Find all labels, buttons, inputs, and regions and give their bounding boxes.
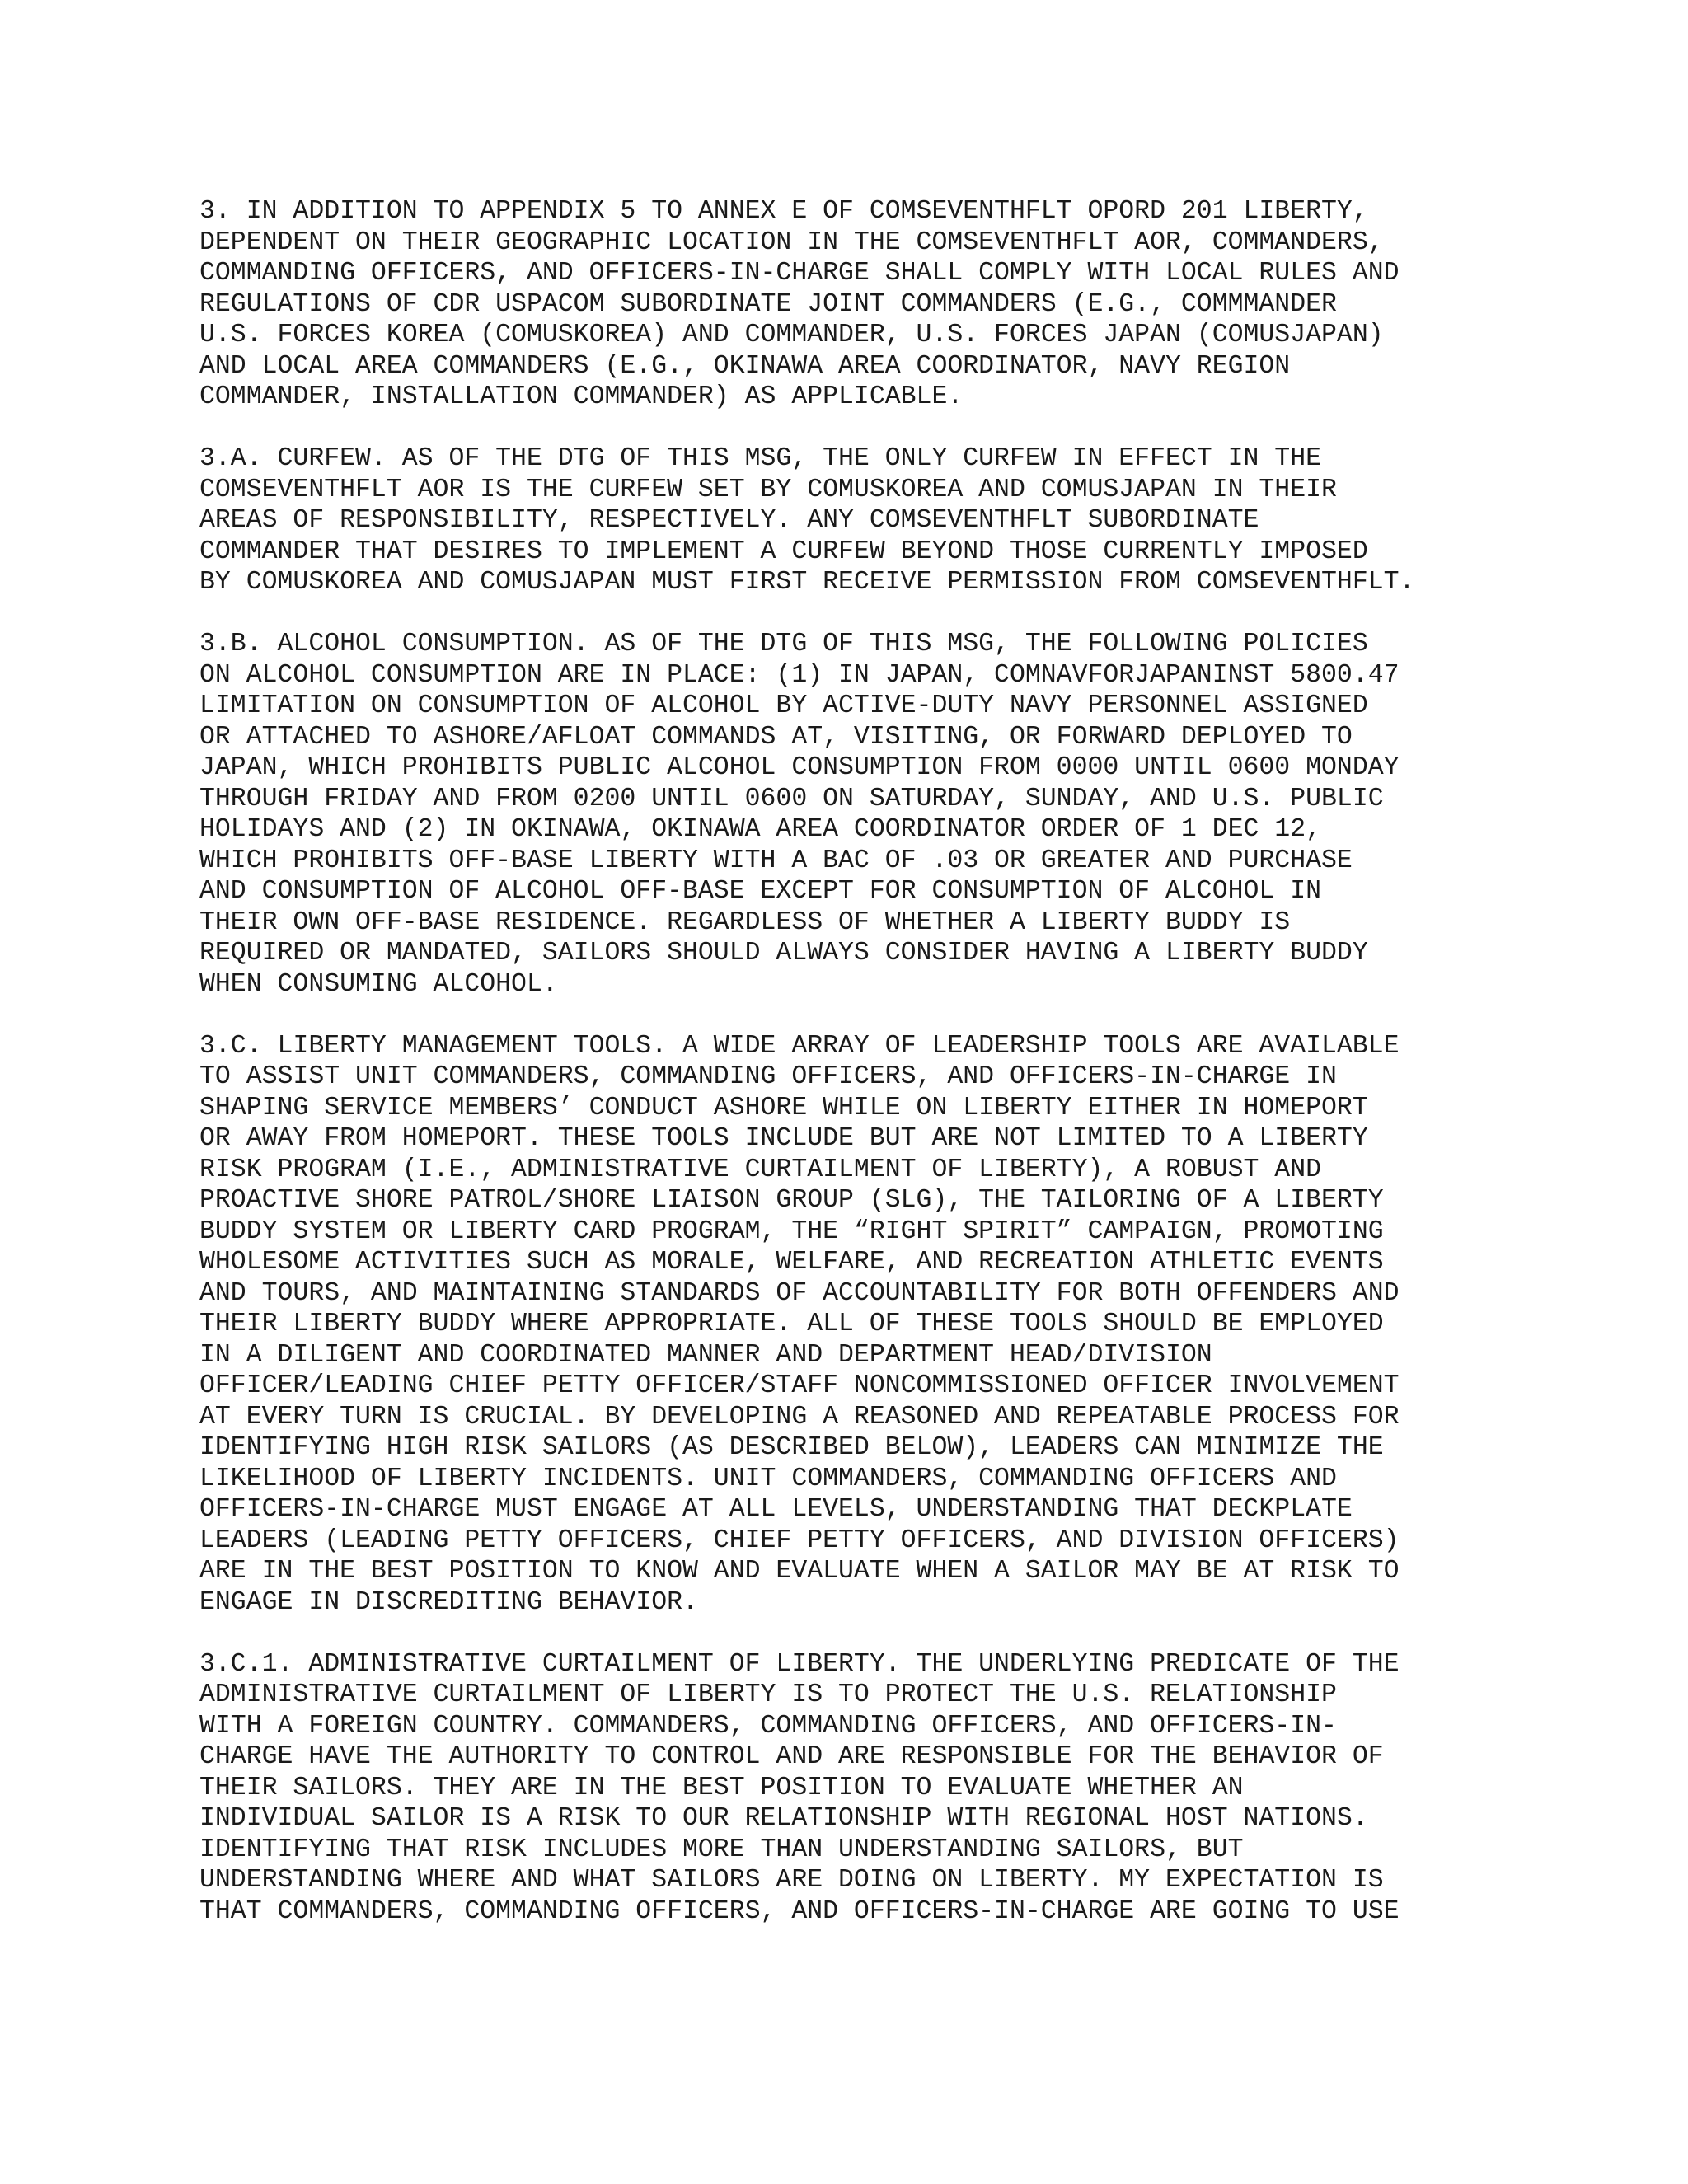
text-line: SHAPING SERVICE MEMBERS’ CONDUCT ASHORE WHILE ON LIBERTY EITHER IN HOMEPORT: [199, 1093, 1368, 1122]
paragraph-3c-liberty-management-tools: [199, 1031, 1502, 1619]
text-line: HOLIDAYS AND (2) IN OKINAWA, OKINAWA AREA COORDINATOR ORDER OF 1 DEC 12,: [199, 815, 1322, 844]
text-line: U.S. FORCES KOREA (COMUSKOREA) AND COMMANDER, U.S. FORCES JAPAN (COMUSJAPAN): [199, 321, 1384, 349]
text-line: WITH A FOREIGN COUNTRY. COMMANDERS, COMMANDING OFFICERS, AND OFFICERS-IN-: [199, 1711, 1337, 1741]
text-line: BY COMUSKOREA AND COMUSJAPAN MUST FIRST RECEIVE PERMISSION FROM COMSEVENTHFLT.: [199, 568, 1415, 597]
text-line: IN A DILIGENT AND COORDINATED MANNER AND DEPARTMENT HEAD/DIVISION: [199, 1340, 1212, 1370]
text-line: AND LOCAL AREA COMMANDERS (E.G., OKINAWA AREA COORDINATOR, NAVY REGION: [199, 351, 1291, 381]
text-line: 3.B. ALCOHOL CONSUMPTION. AS OF THE DTG OF THIS MSG, THE FOLLOWING POLICIES: [199, 630, 1368, 658]
text-line: COMMANDING OFFICERS, AND OFFICERS-IN-CHARGE SHALL COMPLY WITH LOCAL RULES AND: [199, 259, 1400, 288]
text-line: INDIVIDUAL SAILOR IS A RISK TO OUR RELATIONSHIP WITH REGIONAL HOST NATIONS.: [199, 1804, 1368, 1833]
text-line: BUDDY SYSTEM OR LIBERTY CARD PROGRAM, THE “RIGHT SPIRIT” CAMPAIGN, PROMOTING: [199, 1216, 1384, 1246]
text-line: THAT COMMANDERS, COMMANDING OFFICERS, AND OFFICERS-IN-CHARGE ARE GOING TO USE: [199, 1896, 1400, 1926]
paragraph-3b-alcohol-consumption: [199, 629, 1502, 1000]
text-line: LIKELIHOOD OF LIBERTY INCIDENTS. UNIT COMMANDERS, COMMANDING OFFICERS AND: [199, 1464, 1337, 1493]
text-line: AND TOURS, AND MAINTAINING STANDARDS OF ACCOUNTABILITY FOR BOTH OFFENDERS AND: [199, 1278, 1400, 1308]
text-line: THEIR LIBERTY BUDDY WHERE APPROPRIATE. ALL OF THESE TOOLS SHOULD BE EMPLOYED: [199, 1310, 1384, 1338]
text-line: LIMITATION ON CONSUMPTION OF ALCOHOL BY ACTIVE-DUTY NAVY PERSONNEL ASSIGNED: [199, 691, 1368, 720]
text-line: THROUGH FRIDAY AND FROM 0200 UNTIL 0600 ON SATURDAY, SUNDAY, AND U.S. PUBLIC: [199, 784, 1384, 813]
text-line: THEIR SAILORS. THEY ARE IN THE BEST POSITION TO EVALUATE WHETHER AN: [199, 1773, 1244, 1802]
text-line: IDENTIFYING THAT RISK INCLUDES MORE THAN UNDERSTANDING SAILORS, BUT: [199, 1835, 1244, 1864]
text-line: WHICH PROHIBITS OFF-BASE LIBERTY WITH A BAC OF .03 OR GREATER AND PURCHASE: [199, 846, 1353, 875]
text-line: OR AWAY FROM HOMEPORT. THESE TOOLS INCLUDE BUT ARE NOT LIMITED TO A LIBERTY: [199, 1124, 1368, 1153]
text-line: WHOLESOME ACTIVITIES SUCH AS MORALE, WELFARE, AND RECREATION ATHLETIC EVENTS: [199, 1248, 1384, 1277]
text-line: AT EVERY TURN IS CRUCIAL. BY DEVELOPING A REASONED AND REPEATABLE PROCESS FOR: [199, 1402, 1400, 1432]
text-line: OFFICER/LEADING CHIEF PETTY OFFICER/STAFF NONCOMMISSIONED OFFICER INVOLVEMENT: [199, 1371, 1400, 1400]
text-line: THEIR OWN OFF-BASE RESIDENCE. REGARDLESS OF WHETHER A LIBERTY BUDDY IS: [199, 907, 1291, 937]
text-line: COMMANDER, INSTALLATION COMMANDER) AS APPLICABLE.: [199, 382, 964, 411]
paragraph-3a-curfew: [199, 443, 1502, 598]
text-line: OR ATTACHED TO ASHORE/AFLOAT COMMANDS AT, VISITING, OR FORWARD DEPLOYED TO: [199, 722, 1353, 752]
text-line: WHEN CONSUMING ALCOHOL.: [199, 969, 558, 999]
paragraph-3c1-administrative-curtailment: [199, 1649, 1502, 1928]
text-line: RISK PROGRAM (I.E., ADMINISTRATIVE CURTAILMENT OF LIBERTY), A ROBUST AND: [199, 1155, 1322, 1184]
text-line: IDENTIFYING HIGH RISK SAILORS (AS DESCRIBED BELOW), LEADERS CAN MINIMIZE THE: [199, 1433, 1384, 1462]
text-line: ADMINISTRATIVE CURTAILMENT OF LIBERTY IS TO PROTECT THE U.S. RELATIONSHIP: [199, 1680, 1337, 1709]
text-line: DEPENDENT ON THEIR GEOGRAPHIC LOCATION IN THE COMSEVENTHFLT AOR, COMMANDERS,: [199, 227, 1384, 257]
text-line: CHARGE HAVE THE AUTHORITY TO CONTROL AND ARE RESPONSIBLE FOR THE BEHAVIOR OF: [199, 1742, 1384, 1771]
text-line: TO ASSIST UNIT COMMANDERS, COMMANDING OFFICERS, AND OFFICERS-IN-CHARGE IN: [199, 1062, 1337, 1091]
text-line: 3.A. CURFEW. AS OF THE DTG OF THIS MSG, THE ONLY CURFEW IN EFFECT IN THE: [199, 444, 1322, 473]
text-line: AREAS OF RESPONSIBILITY, RESPECTIVELY. ANY COMSEVENTHFLT SUBORDINATE: [199, 506, 1259, 535]
text-line: 3. IN ADDITION TO APPENDIX 5 TO ANNEX E OF COMSEVENTHFLT OPORD 201 LIBERTY,: [199, 197, 1368, 226]
text-line: COMMANDER THAT DESIRES TO IMPLEMENT A CURFEW BEYOND THOSE CURRENTLY IMPOSED: [199, 537, 1368, 566]
text-line: AND CONSUMPTION OF ALCOHOL OFF-BASE EXCEPT FOR CONSUMPTION OF ALCOHOL IN: [199, 877, 1322, 906]
document-body: [199, 196, 1502, 1958]
text-line: JAPAN, WHICH PROHIBITS PUBLIC ALCOHOL CONSUMPTION FROM 0000 UNTIL 0600 MONDAY: [199, 753, 1400, 782]
text-line: LEADERS (LEADING PETTY OFFICERS, CHIEF PETTY OFFICERS, AND DIVISION OFFICERS): [199, 1526, 1400, 1555]
text-line: PROACTIVE SHORE PATROL/SHORE LIAISON GROUP (SLG), THE TAILORING OF A LIBERTY: [199, 1186, 1384, 1215]
text-line: COMSEVENTHFLT AOR IS THE CURFEW SET BY COMUSKOREA AND COMUSJAPAN IN THEIR: [199, 475, 1337, 504]
text-line: REQUIRED OR MANDATED, SAILORS SHOULD ALWAYS CONSIDER HAVING A LIBERTY BUDDY: [199, 939, 1368, 968]
text-line: OFFICERS-IN-CHARGE MUST ENGAGE AT ALL LEVELS, UNDERSTANDING THAT DECKPLATE: [199, 1495, 1353, 1524]
text-line: ENGAGE IN DISCREDITING BEHAVIOR.: [199, 1587, 698, 1617]
text-line: REGULATIONS OF CDR USPACOM SUBORDINATE JOINT COMMANDERS (E.G., COMMMANDER: [199, 289, 1337, 319]
text-line: UNDERSTANDING WHERE AND WHAT SAILORS ARE DOING ON LIBERTY. MY EXPECTATION IS: [199, 1866, 1384, 1895]
text-line: 3.C.1. ADMINISTRATIVE CURTAILMENT OF LIBERTY. THE UNDERLYING PREDICATE OF THE: [199, 1649, 1400, 1679]
paragraph-3: [199, 196, 1502, 413]
text-line: ARE IN THE BEST POSITION TO KNOW AND EVALUATE WHEN A SAILOR MAY BE AT RISK TO: [199, 1557, 1400, 1586]
text-line: 3.C. LIBERTY MANAGEMENT TOOLS. A WIDE ARRAY OF LEADERSHIP TOOLS ARE AVAILABLE: [199, 1031, 1400, 1061]
text-line: ON ALCOHOL CONSUMPTION ARE IN PLACE: (1) IN JAPAN, COMNAVFORJAPANINST 5800.47: [199, 660, 1400, 690]
